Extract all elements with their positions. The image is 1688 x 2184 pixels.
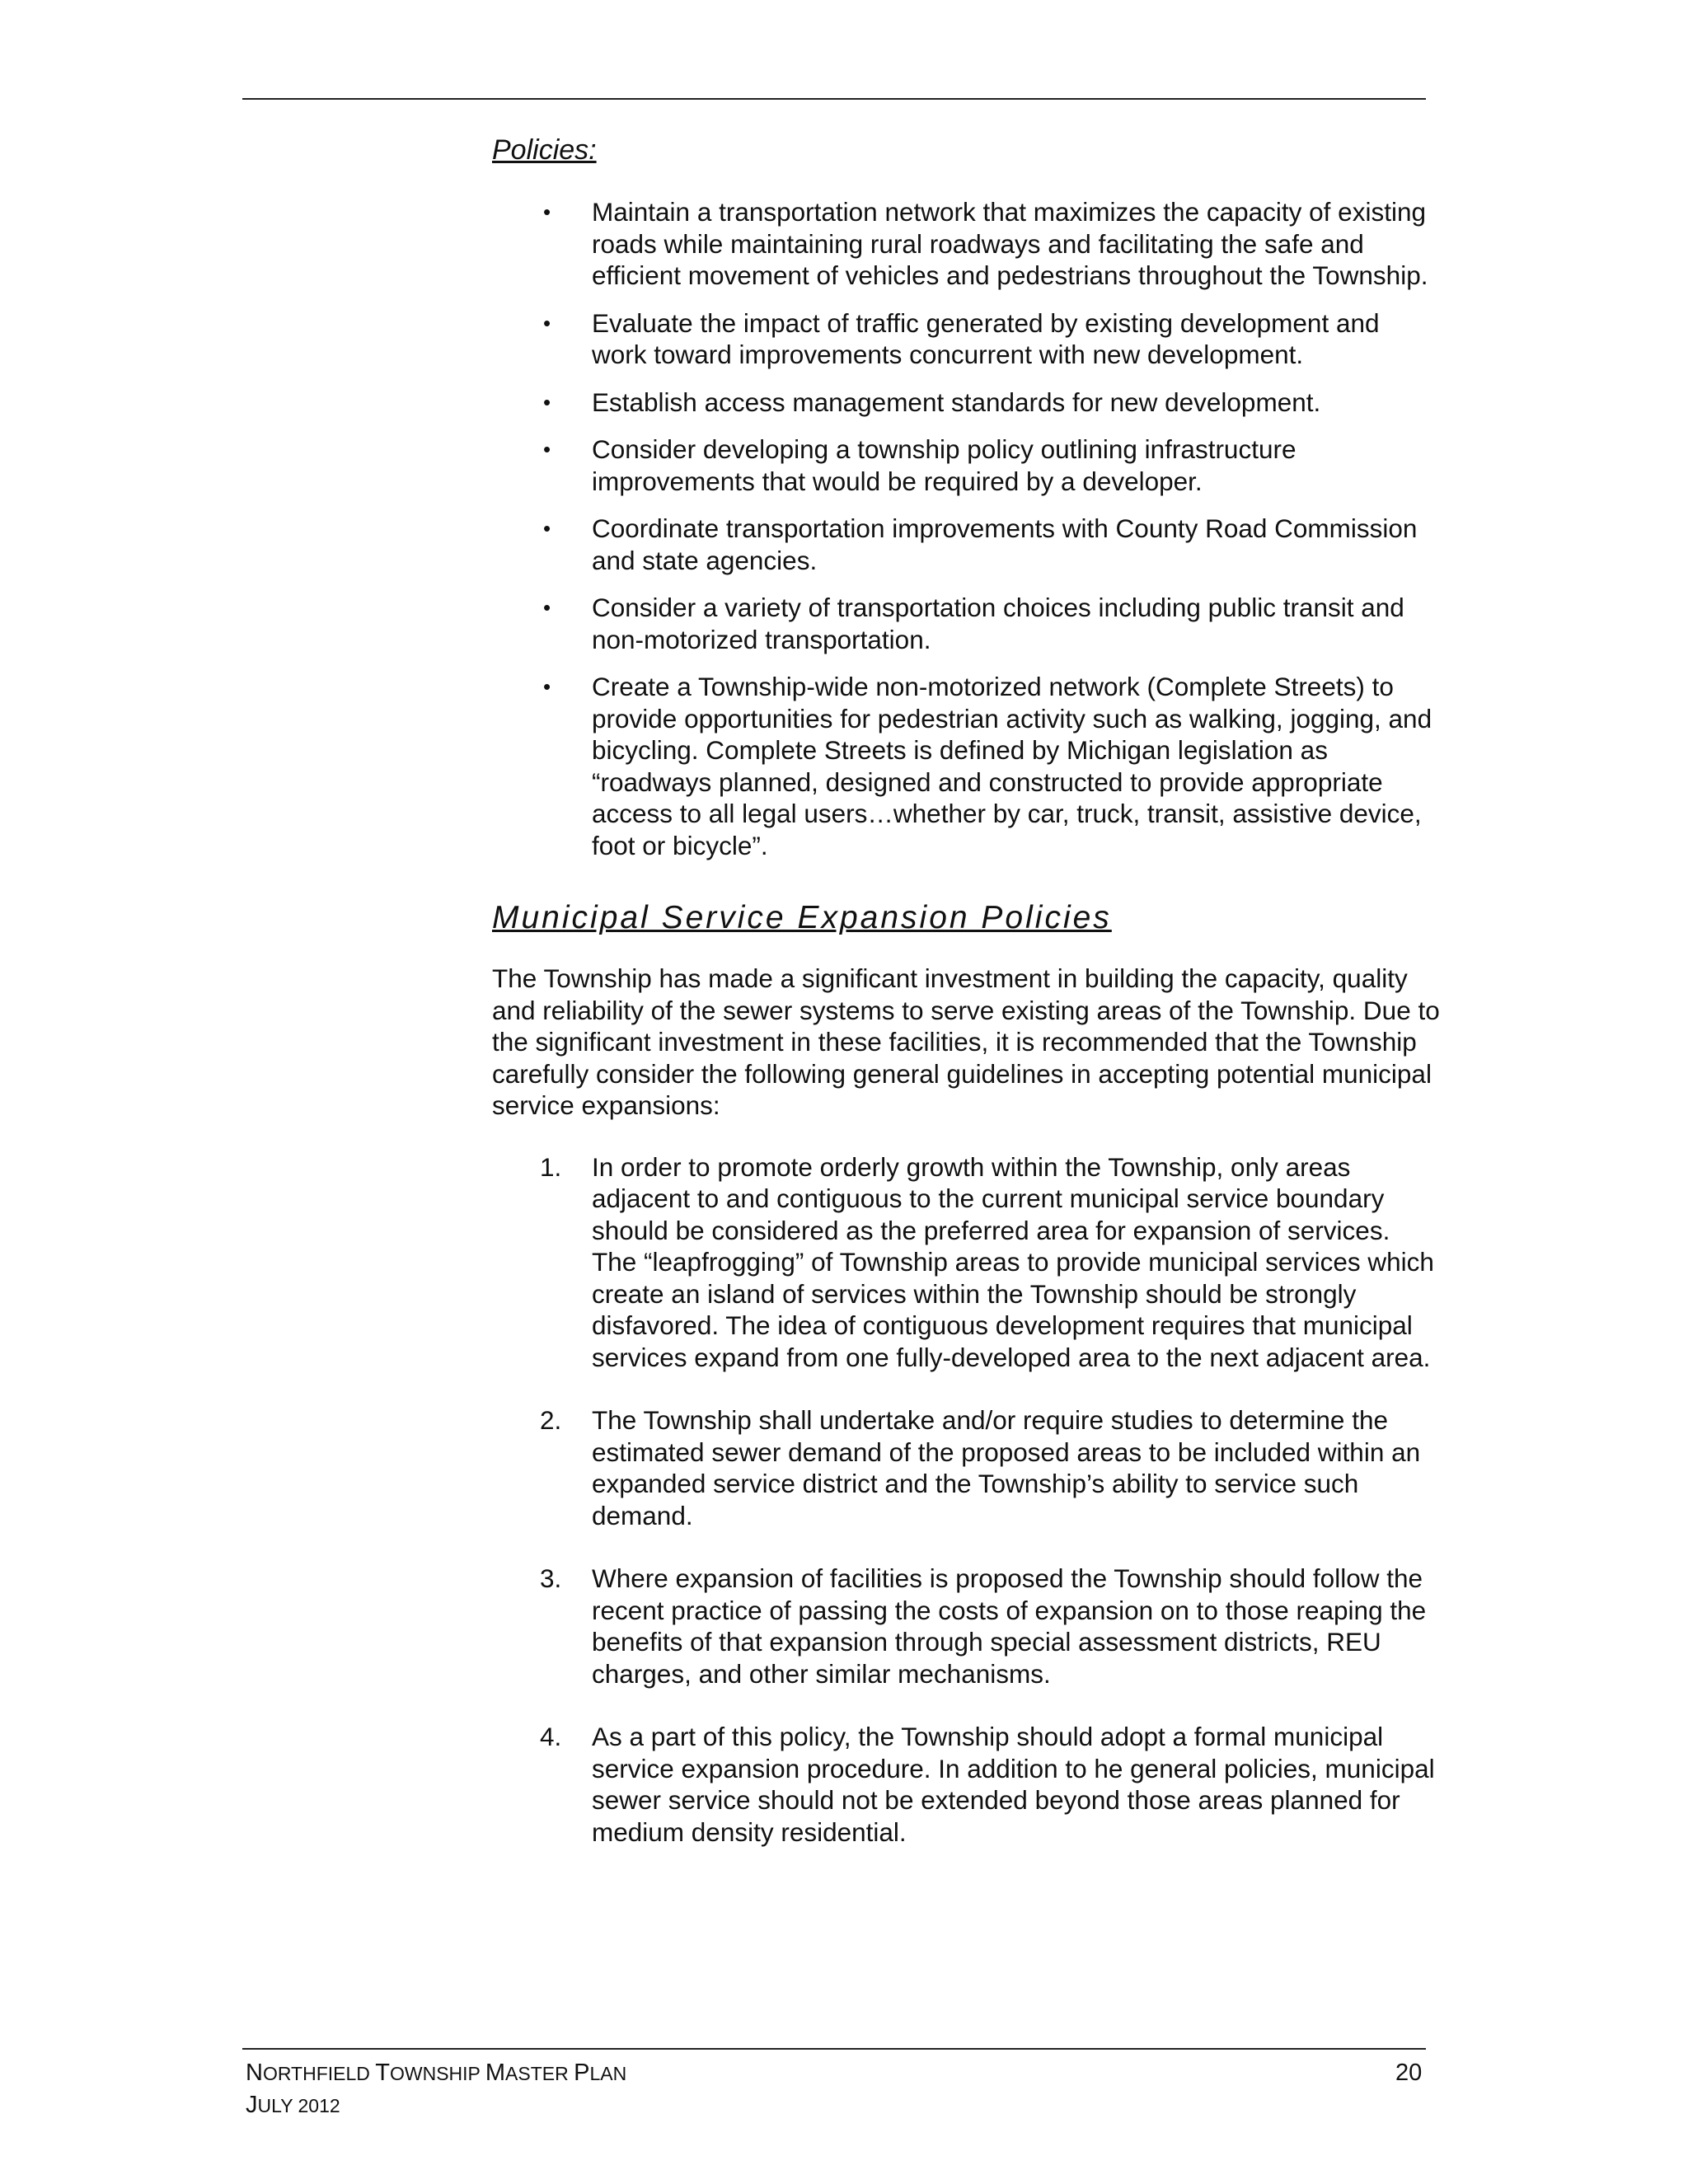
guideline-item (492, 1404, 1440, 1531)
guideline-number: 2. (540, 1405, 562, 1435)
guideline-text: In order to promote orderly growth within the Township, only areas adjacent to and contiguous to the current municipal service boundary should be considered as the preferred area for expansion of services. The “leapfrogging” of Township areas to provide municipal services which create an island of services within the Township should be strongly disfavored. The idea of contiguous development requires that municipal services expand from one fully-developed area to the next adjacent area. (592, 1151, 1434, 1372)
policy-text: Evaluate the impact of traffic generated by existing development and work toward improvements concurrent with new development. (592, 307, 1380, 369)
bullet-icon: • (543, 595, 551, 620)
footer-text-segment: ORTHFIELD (262, 2063, 376, 2084)
policy-text: Consider a variety of transportation choices including public transit and non-motorized transportation. (592, 593, 1404, 654)
guideline-text: Where expansion of facilities is proposed the Township should follow the recent practice of passing the costs of expansion on to those reaping the benefits of that expansion through special assessment districts, REU charges, and other similar mechanisms. (592, 1563, 1427, 1689)
footer-text-segment: P (574, 2060, 590, 2086)
bullet-icon: • (543, 674, 551, 699)
policy-item (492, 196, 1440, 292)
footer-rule (242, 2048, 1426, 2050)
policy-text: Coordinate transportation improvements with County Road Commission and state agencies. (592, 513, 1418, 575)
footer-text-segment: OWNSHIP (390, 2063, 485, 2084)
page-content (492, 132, 1440, 1879)
footer-text-segment: ASTER (505, 2063, 574, 2084)
policy-item (492, 434, 1440, 497)
footer-date (246, 2089, 626, 2121)
policy-text: Maintain a transportation network that maximizes the capacity of existing roads while maintaining rural roadways and facilitating the safe and efficient movement of vehicles and pedestrians throughout the Township. (592, 197, 1428, 290)
footer-text-segment: T (375, 2060, 390, 2086)
policy-text: Create a Township-wide non-motorized network (Complete Streets) to provide opportunities for pedestrian activity such as walking, jogging, and bicycling. Complete Streets is defined by Michigan legislation as “roadways planned, designed and constructed to provide appropriate access to all legal users…whether by car, truck, transit, assistive device, foot or bicycle”. (592, 672, 1432, 860)
bullet-icon: • (543, 199, 551, 224)
guideline-item (492, 1721, 1440, 1848)
policies-list (492, 196, 1440, 861)
policy-text: Consider developing a township policy outlining infrastructure improvements that would be required by a developer. (592, 434, 1296, 496)
guideline-number: 1. (540, 1151, 562, 1182)
section-heading: Municipal Service Expansion Policies (492, 900, 1112, 935)
page-number: 20 (1395, 2060, 1423, 2086)
policy-item (492, 307, 1440, 371)
intro-paragraph: The Township has made a significant investment in building the capacity, quality and reliability of the sewer systems to serve existing areas of the Township. Due to the significant investment in these facilities, it is recommended that the Township carefully consider the following general guidelines in accepting potential municipal service expansions: (492, 963, 1440, 1120)
guideline-number: 4. (540, 1722, 562, 1751)
policy-item (492, 592, 1440, 655)
footer-text-segment: J (246, 2092, 258, 2118)
guideline-number: 3. (540, 1563, 562, 1593)
policies-heading: Policies: (492, 134, 597, 166)
bullet-icon: • (543, 437, 551, 462)
policy-item (492, 671, 1440, 861)
footer-text-segment: N (246, 2060, 263, 2086)
bullet-icon: • (543, 516, 551, 541)
footer-text-segment: LAN (589, 2063, 627, 2084)
guideline-text: As a part of this policy, the Township should adopt a formal municipal service expansion procedure. In addition to he general policies, municipal sewer service should not be extended beyond those areas planned for medium density residential. (592, 1722, 1435, 1847)
policy-text: Establish access management standards for new development. (592, 387, 1321, 417)
guidelines-list (492, 1151, 1440, 1849)
policy-item (492, 387, 1440, 419)
footer-title (246, 2057, 626, 2121)
bullet-icon: • (543, 310, 551, 335)
header-rule (242, 98, 1426, 100)
footer-text-segment: M (485, 2060, 506, 2086)
bullet-icon: • (543, 389, 551, 415)
guideline-item (492, 1151, 1440, 1374)
footer-text-segment: ULY 2012 (257, 2095, 340, 2116)
guideline-text: The Township shall undertake and/or require studies to determine the estimated sewer demand of the proposed areas to be included within an expanded service district and the Township’s ability to service such demand. (592, 1405, 1421, 1530)
footer-document-title (246, 2057, 626, 2089)
policy-item (492, 513, 1440, 576)
guideline-item (492, 1563, 1440, 1690)
